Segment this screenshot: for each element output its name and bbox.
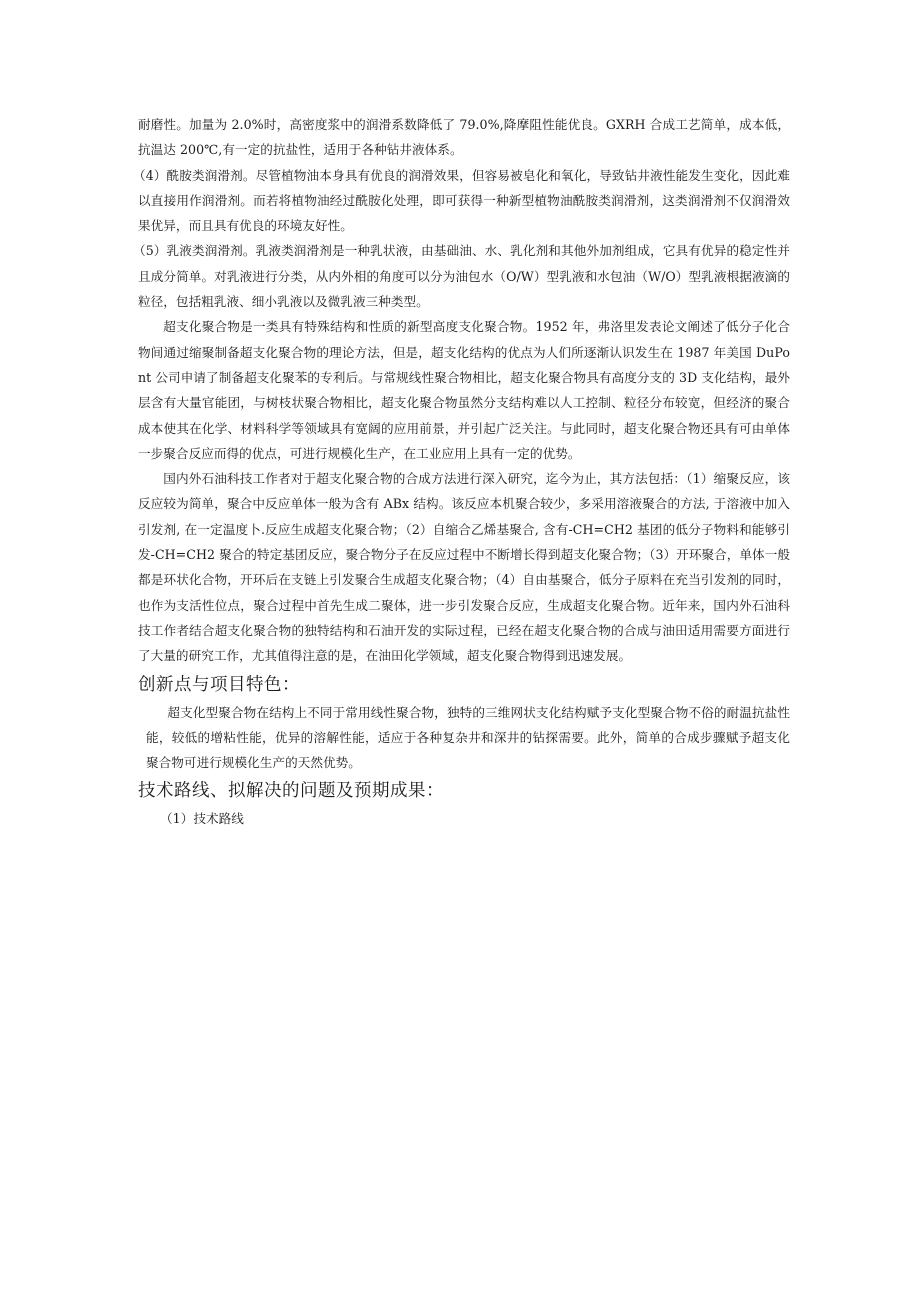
paragraph-synthesis-methods: 国内外石油科技工作者对于超支化聚合物的合成方法进行深入研究，迄今为止，其方法包括：（1）缩聚反应，该反应较为简单，聚合中反应单体一般为含有 ABx 结构。该反应本机聚合较少，多采用溶液聚合的方法, 于溶液中加入引发剂, 在一定温度卜.反应生成超支化聚合物；（2）自缩合乙烯基聚合, 含有-CH=CH2 基团的低分子物料和能够引发-CH=CH2 聚合的特定基团反应，聚合物分子在反应过程中不断增长得到超支化聚合物；（3）开环聚合，单体一般都是环状化合物，开环后在支链上引发聚合生成超支化聚合物；（4）自由基聚合，低分子原料在充当引发剂的同时，也作为支活性位点，聚合过程中首先生成二聚体，进一步引发聚合反应，生成超支化聚合物。近年来，国内外石油科技工作者结合超支化聚合物的独特结构和石油开发的实际过程，已经在超支化聚合物的合成与油田适用需要方面进行了大量的研究工作，尤其值得注意的是，在油田化学领域，超支化聚合物得到迅速发展。 — [138, 471, 790, 664]
paragraph-innovation: 超支化型聚合物在结构上不同于常用线性聚合物，独特的三维网状支化结构赋予支化型聚合物不俗的耐温抗盐性能，较低的增粘性能，优异的溶解性能，适应于各种复杂井和深井的钻探需要。此外，简单的合成步骤赋予超支化聚合物可进行规模化生产的天然优势。 — [146, 704, 790, 771]
paragraph-wear-resistance: 耐磨性。加量为 2.0%时，高密度浆中的润滑系数降低了 79.0%,降摩阻性能优良。GXRH 合成工艺简单，成本低，抗温达 200℃,有一定的抗盐性，适用于各种钻井液体系。 — [138, 117, 790, 158]
subheading-technical-route: （1）技术路线 — [160, 811, 244, 827]
section-innovation — [138, 700, 790, 776]
paragraph-hyperbranched-polymer: 超支化聚合物是一类具有特殊结构和性质的新型高度支化聚合物。1952 年，弗洛里发表论文阐述了低分子化合物间通过缩聚制备超支化聚合物的理论方法，但是，超支化结构的优点为人们所逐渐认识发生在 1987 年美国 DuPont 公司申请了制备超支化聚苯的专利后。与常规线性聚合物相比，超支化聚合物具有高度分支的 3D 支化结构，最外层含有大量官能团，与树枝状聚合物相比，超支化聚合物虽然分支结构难以人工控制、粒径分布较宽，但经济的聚合成本使其在化学、材料科学等领域具有宽阔的应用前景，并引起广泛关注。与此同时，超支化聚合物还具有可由单体一步聚合反应而得的优点，可进行规模化生产，在工业应用上具有一定的优势。 — [138, 319, 790, 461]
heading-innovation: 创新点与项目特色： — [138, 674, 300, 695]
paragraph-amide-lubricant: （4）酰胺类润滑剂。尽管植物油本身具有优良的润滑效果，但容易被皂化和氧化，导致钻井液性能发生变化，因此难以直接用作润滑剂。而若将植物油经过酰胺化处理，即可获得一种新型植物油酰胺类润滑剂，这类润滑剂不仅润滑效果优异，而且具有优良的环境友好性。 — [132, 167, 790, 234]
paragraph-emulsion-lubricant: （5）乳液类润滑剂。乳液类润滑剂是一种乳状液，由基础油、水、乳化剂和其他外加剂组成，它具有优异的稳定性并且成分简单。对乳液进行分类，从内外相的角度可以分为油包水（O/W）型乳液和水包油（W/O）型乳液根据液滴的粒径，包括粗乳液、细小乳液以及微乳液三种类型。 — [132, 243, 790, 310]
document-body — [132, 112, 790, 832]
heading-technical-route: 技术路线、拟解决的问题及预期成果： — [138, 781, 444, 802]
